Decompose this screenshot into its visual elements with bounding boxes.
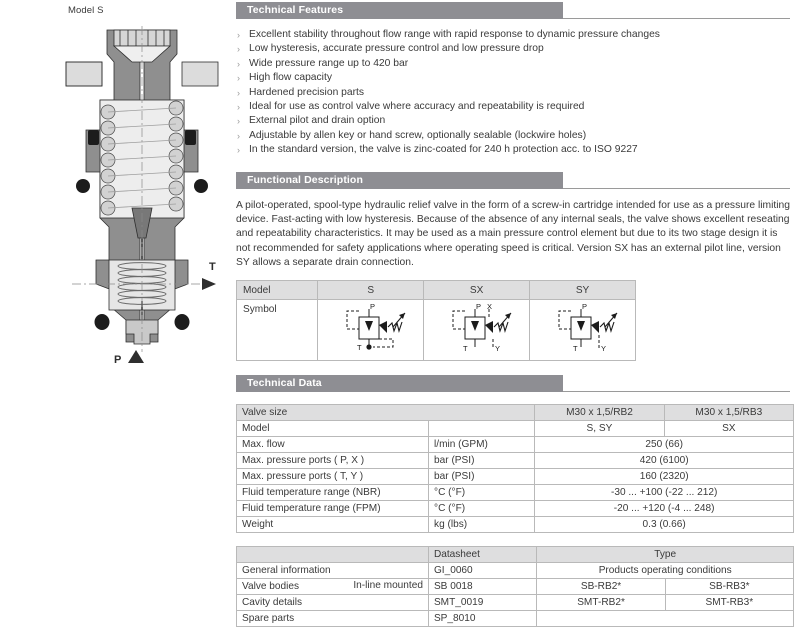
table-row [237,611,794,627]
order-row-type-col1: SMT-RB2* [537,595,665,611]
section-title: Technical Features [247,4,344,16]
symbol-table-header-s: S [318,281,424,300]
symbol-cell-sx [424,300,530,361]
data-row-label: Max. pressure ports ( T, Y ) [237,469,429,485]
table-row [237,300,636,361]
data-row-value: -20 ... +120 (-4 ... 248) [535,501,794,517]
order-row-datasheet: SP_8010 [428,611,536,627]
data-row-label: Model [237,421,429,437]
chevron-right-icon: › [237,145,240,156]
port-label-p: P [114,354,122,366]
data-row-unit: bar (PSI) [429,469,535,485]
valve-cross-section-drawing [52,22,232,367]
table-row [237,579,794,595]
data-row-unit: °C (°F) [429,501,535,517]
data-row-label: Max. flow [237,437,429,453]
hydraulic-symbol-s [325,303,417,355]
symbol-row-label: Symbol [237,300,318,361]
order-header-datasheet: Datasheet [428,547,536,563]
functional-description-text: A pilot-operated, spool-type hydraulic relief valve in the form of a screw-in cartridge intended for use as a pressure limiting device. Fast-acting with low hysteresis. Because of the absence of any internal seals, the valve shows excellent reseating and repeatability characteristics. It may be used as a main pressure control element but due to its two stage design it is not recommended for safety applications where operating speed is critical. Version SX has an external pilot line, version SY allows a separate drain connection. [236,199,791,268]
technical-data-table [236,404,794,533]
order-header-blank [237,547,429,563]
order-row-datasheet: SB 0018 [428,579,536,595]
feature-text: In the standard version, the valve is zinc-coated for 240 h protection acc. to ISO 9227 [249,144,638,156]
list-item [236,57,796,71]
svg-text:Y: Y [600,343,606,353]
data-row-value: -30 ... +100 (-22 ... 212) [535,485,794,501]
port-label-t: T [209,261,216,273]
data-header-col1: M30 x 1,5/RB2 [535,405,664,421]
section-rule [563,18,790,19]
symbol-table-header-sy: SY [530,281,636,300]
list-item [236,71,796,85]
section-header-technical-data [236,373,796,395]
order-row-type-col2: SB-RB3* [665,579,793,595]
order-row-sublabel: In-line mounted [353,580,423,592]
svg-text:T: T [356,342,362,352]
table-row [237,469,794,485]
data-header-col2: M30 x 1,5/RB3 [664,405,793,421]
chevron-right-icon: › [237,30,240,40]
data-row-unit: kg (lbs) [429,517,535,533]
section-title: Technical Data [247,377,322,390]
svg-text:Y: Y [494,343,500,353]
table-row [237,421,794,437]
table-row [237,595,794,611]
data-row-value-col2: SX [664,421,793,437]
list-item [236,114,796,128]
section-header-technical-features [236,0,796,22]
feature-text: Wide pressure range up to 420 bar [249,57,409,69]
data-row-value: 250 (66) [535,437,794,453]
symbol-table [236,280,636,361]
svg-text:X: X [486,301,492,311]
order-row-label-text: Valve bodies [242,581,300,593]
port-arrow-p [128,350,144,363]
order-row-type-col2: SMT-RB3* [665,595,793,611]
table-row [237,485,794,501]
symbol-table-header-sx: SX [424,281,530,300]
hydraulic-symbol-sy [537,303,629,355]
feature-text: External pilot and drain option [249,115,386,127]
data-row-unit: °C (°F) [429,485,535,501]
chevron-right-icon: › [237,58,240,69]
content-column [236,0,796,627]
table-row [237,281,636,300]
table-row [237,437,794,453]
order-header-type: Type [537,547,794,563]
section-rule [563,391,790,392]
table-row [237,405,794,421]
list-item [236,100,796,114]
order-row-type: Products operating conditions [537,563,794,579]
symbol-table-header-model: Model [237,281,318,300]
list-item [236,28,796,42]
chevron-right-icon: › [237,102,240,113]
section-title: Functional Description [247,173,363,186]
feature-text: Excellent stability throughout flow range with rapid response to dynamic pressure changes [249,29,660,40]
section-rule [563,188,790,189]
data-row-value: 160 (2320) [535,469,794,485]
order-row-label [237,579,429,595]
data-row-label: Fluid temperature range (FPM) [237,501,429,517]
svg-text:P: P [369,301,375,311]
data-row-label: Weight [237,517,429,533]
feature-text: High flow capacity [249,72,332,84]
table-row [237,517,794,533]
feature-text: Adjustable by allen key or hand screw, optionally sealable (lockwire holes) [249,129,587,141]
table-row [237,453,794,469]
order-row-datasheet: SMT_0019 [428,595,536,611]
ordering-table [236,546,794,627]
order-row-type [537,611,794,627]
svg-text:T: T [462,343,468,353]
data-row-value: 0.3 (0.66) [535,517,794,533]
order-row-label: General information [237,563,429,579]
table-row [237,563,794,579]
svg-text:T: T [572,343,578,353]
valve-drawing-panel [0,0,232,600]
chevron-right-icon: › [237,130,240,141]
order-row-label: Cavity details [237,595,429,611]
feature-text: Hardened precision parts [249,86,365,98]
svg-text:P: P [475,301,481,311]
list-item [236,86,796,100]
technical-features-list [236,28,796,158]
list-item [236,42,796,56]
hydraulic-symbol-sx [431,303,523,355]
data-row-unit: bar (PSI) [429,453,535,469]
drawing-caption: Model S [68,5,104,16]
svg-text:P: P [581,301,587,311]
chevron-right-icon: › [237,73,240,84]
symbol-cell-s [318,300,424,361]
list-item [236,143,796,157]
symbol-cell-sy [530,300,636,361]
data-row-unit: l/min (GPM) [429,437,535,453]
list-item [236,129,796,143]
port-arrow-t [202,278,216,290]
data-row-value: 420 (6100) [535,453,794,469]
data-row-label: Fluid temperature range (NBR) [237,485,429,501]
order-row-datasheet: GI_0060 [428,563,536,579]
feature-text: Ideal for use as control valve where accuracy and repeatability is required [249,101,585,113]
section-header-functional-description [236,170,796,192]
table-row [237,547,794,563]
data-header-valve-size: Valve size [237,405,535,421]
order-row-type-col1: SB-RB2* [537,579,665,595]
table-row [237,501,794,517]
order-row-label: Spare parts [237,611,429,627]
data-row-value-col1: S, SY [535,421,664,437]
feature-text: Low hysteresis, accurate pressure control and low pressure drop [249,43,544,55]
chevron-right-icon: › [237,116,240,127]
data-row-label: Max. pressure ports ( P, X ) [237,453,429,469]
chevron-right-icon: › [237,87,240,98]
data-row-unit [429,421,535,437]
chevron-right-icon: › [237,44,240,55]
